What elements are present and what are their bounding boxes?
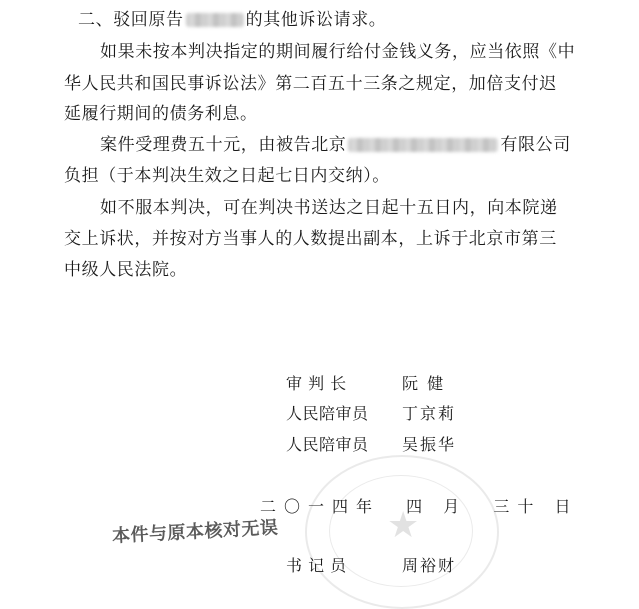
line-2-text: 如果未按本判决指定的期间履行给付金钱义务，应当依照《中 <box>100 42 576 62</box>
line-8-text: 交上诉状，并按对方当事人的人数提出副本，上诉于北京市第三 <box>64 229 557 249</box>
clerk-label: 书 记 员 <box>286 556 347 575</box>
clerk-name: 周裕财 <box>402 556 457 575</box>
redacted-company <box>348 138 498 152</box>
star-icon: ★ <box>387 505 420 546</box>
signature-name: 丁京莉 <box>402 404 457 423</box>
signature-label: 人民陪审员 <box>286 435 369 454</box>
signature-juror-1 <box>286 403 486 425</box>
signature-name: 吴振华 <box>402 435 457 454</box>
certification-stamp: 本件与原本核对无误 <box>111 517 279 547</box>
paragraph-line-1 <box>78 8 386 32</box>
redacted-name <box>186 13 244 27</box>
paragraph-line-7 <box>100 196 558 220</box>
line-5-post: 有限公司 <box>500 135 571 155</box>
line-5-pre: 案件受理费五十元，由被告北京 <box>100 135 347 155</box>
line-1-pre: 二、驳回原告 <box>78 10 184 30</box>
line-7-text: 如不服本判决，可在判决书送达之日起十五日内，向本院递 <box>100 198 558 218</box>
signature-name: 阮 健 <box>402 374 446 393</box>
signature-clerk <box>286 555 486 577</box>
judgment-date: 二〇一四年 四 月 三十 日 <box>260 497 579 516</box>
line-9-text: 中级人民法院。 <box>64 260 188 280</box>
line-3-text: 华人民共和国民事诉讼法》第二百五十三条之规定，加倍支付迟 <box>64 74 557 94</box>
paragraph-line-5 <box>100 133 571 157</box>
court-seal <box>305 455 499 609</box>
signature-label: 人民陪审员 <box>286 404 369 423</box>
line-6-text: 负担（于本判决生效之日起七日内交纳）。 <box>64 166 390 186</box>
paragraph-line-3 <box>64 72 557 96</box>
line-1-post: 的其他诉讼请求。 <box>245 10 387 30</box>
line-4-text: 延履行期间的债务利息。 <box>64 104 258 124</box>
paragraph-line-9 <box>64 258 187 282</box>
signature-juror-2 <box>286 434 486 456</box>
paragraph-line-8 <box>64 227 557 251</box>
paragraph-line-2 <box>100 40 575 64</box>
signature-label: 审 判 长 <box>286 374 347 393</box>
signature-presiding-judge <box>286 373 486 395</box>
paragraph-line-4 <box>64 102 258 126</box>
paragraph-line-6 <box>64 164 390 188</box>
